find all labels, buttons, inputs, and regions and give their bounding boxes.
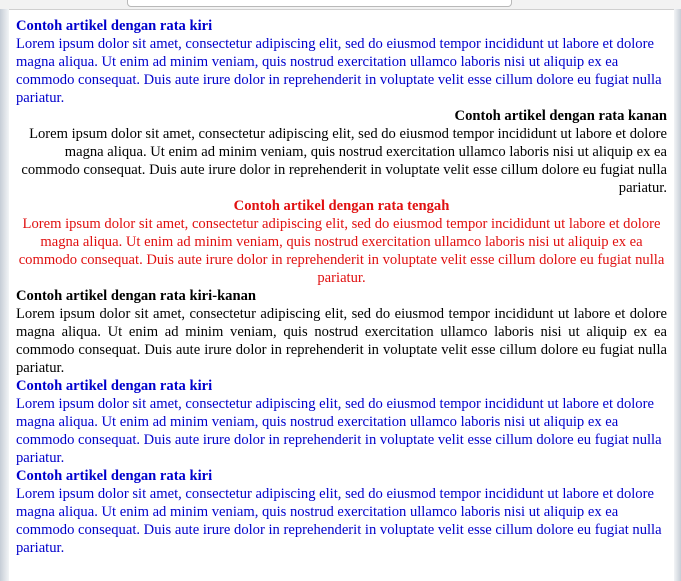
- window-frame-right: [674, 9, 681, 581]
- article-title: Contoh artikel dengan rata kiri: [16, 378, 213, 394]
- article-center-aligned: [16, 197, 667, 287]
- page-viewport: [9, 9, 674, 581]
- article-left-aligned: [16, 467, 667, 557]
- page-content: [16, 17, 667, 557]
- article-body: Lorem ipsum dolor sit amet, consectetur adipiscing elit, sed do eiusmod tempor incididunt ut labore et dolore magna aliqua. Ut enim ad minim veniam, quis nostrud exercitation ullamco laboris nisi ut aliquip ex ea commodo consequat. Duis aute irure dolor in reprehenderit in voluptate velit esse cillum dolore eu fugiat nulla pariatur.: [16, 306, 667, 376]
- article-title: Contoh artikel dengan rata kiri-kanan: [16, 288, 257, 304]
- article-body: Lorem ipsum dolor sit amet, consectetur adipiscing elit, sed do eiusmod tempor incididunt ut labore et dolore magna aliqua. Ut enim ad minim veniam, quis nostrud exercitation ullamco laboris nisi ut aliquip ex ea commodo consequat. Duis aute irure dolor in reprehenderit in voluptate velit esse cillum dolore eu fugiat nulla pariatur.: [16, 486, 662, 556]
- browser-toolbar: [0, 0, 681, 9]
- article-title: Contoh artikel dengan rata kanan: [454, 108, 667, 124]
- article-left-aligned: [16, 377, 667, 467]
- article-justified: [16, 287, 667, 377]
- article-body: Lorem ipsum dolor sit amet, consectetur adipiscing elit, sed do eiusmod tempor incididunt ut labore et dolore magna aliqua. Ut enim ad minim veniam, quis nostrud exercitation ullamco laboris nisi ut aliquip ex ea commodo consequat. Duis aute irure dolor in reprehenderit in voluptate velit esse cillum dolore eu fugiat nulla pariatur.: [16, 36, 662, 106]
- article-title: Contoh artikel dengan rata kiri: [16, 468, 213, 484]
- article-right-aligned: [16, 107, 667, 197]
- article-left-aligned: [16, 17, 667, 107]
- article-title: Contoh artikel dengan rata kiri: [16, 18, 213, 34]
- window-frame-left: [0, 9, 9, 581]
- article-body: Lorem ipsum dolor sit amet, consectetur adipiscing elit, sed do eiusmod tempor incididunt ut labore et dolore magna aliqua. Ut enim ad minim veniam, quis nostrud exercitation ullamco laboris nisi ut aliquip ex ea commodo consequat. Duis aute irure dolor in reprehenderit in voluptate velit esse cillum dolore eu fugiat nulla pariatur.: [21, 126, 667, 196]
- address-bar[interactable]: [127, 0, 512, 7]
- article-body: Lorem ipsum dolor sit amet, consectetur adipiscing elit, sed do eiusmod tempor incididunt ut labore et dolore magna aliqua. Ut enim ad minim veniam, quis nostrud exercitation ullamco laboris nisi ut aliquip ex ea commodo consequat. Duis aute irure dolor in reprehenderit in voluptate velit esse cillum dolore eu fugiat nulla pariatur.: [18, 216, 665, 286]
- article-body: Lorem ipsum dolor sit amet, consectetur adipiscing elit, sed do eiusmod tempor incididunt ut labore et dolore magna aliqua. Ut enim ad minim veniam, quis nostrud exercitation ullamco laboris nisi ut aliquip ex ea commodo consequat. Duis aute irure dolor in reprehenderit in voluptate velit esse cillum dolore eu fugiat nulla pariatur.: [16, 396, 662, 466]
- article-title: Contoh artikel dengan rata tengah: [233, 198, 450, 214]
